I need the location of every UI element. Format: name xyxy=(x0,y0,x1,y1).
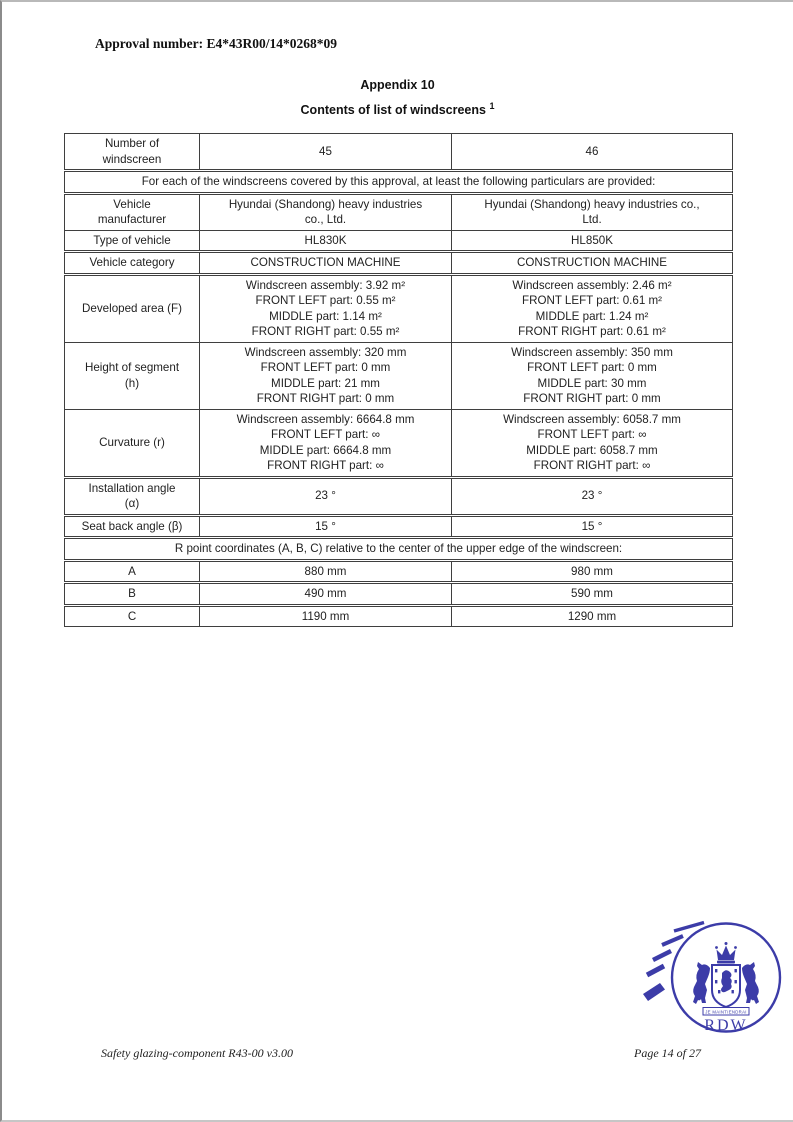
cell-windscreen-45-coordinate-c: 1190 mm xyxy=(200,606,452,627)
value-line: MIDDLE part: 6664.8 mm xyxy=(259,443,392,457)
cell-label-vehicle-category: Vehicle category xyxy=(65,253,200,274)
contents-footnote-marker: 1 xyxy=(489,101,495,111)
cell-windscreen-46-category: CONSTRUCTION MACHINE xyxy=(452,253,733,274)
cell-label-developed-area: Developed area (F) xyxy=(65,275,200,342)
rdw-wordmark: RDW xyxy=(704,1017,748,1034)
cell-windscreen-45-developed-area xyxy=(200,275,452,342)
cell-windscreen-45-type: HL830K xyxy=(200,230,452,251)
label-line: Height of segment xyxy=(84,361,180,375)
row-number-of-windscreen xyxy=(64,133,733,170)
value-line: FRONT RIGHT part: 0.55 m² xyxy=(251,325,400,339)
value-line: FRONT RIGHT part: ∞ xyxy=(533,459,651,473)
value-line: Windscreen assembly: 6664.8 mm xyxy=(236,412,415,426)
value-line: FRONT LEFT part: ∞ xyxy=(271,428,380,442)
cell-windscreen-45-manufacturer xyxy=(200,194,452,230)
cell-label-number-of-windscreen xyxy=(65,134,200,170)
footer-document-reference: Safety glazing-component R43-00 v3.00 xyxy=(101,1046,293,1060)
value-line: FRONT LEFT part: 0.55 m² xyxy=(255,294,396,308)
value-line: MIDDLE part: 21 mm xyxy=(271,376,380,390)
cell-windscreen-46-number: 46 xyxy=(452,134,733,170)
row-r-point-note xyxy=(64,538,733,560)
cell-windscreen-45-number: 45 xyxy=(200,134,452,170)
cell-label-type-of-vehicle: Type of vehicle xyxy=(65,230,200,251)
shield-lion xyxy=(721,970,732,992)
label-line: Installation angle xyxy=(88,481,176,495)
value-line: MIDDLE part: 1.14 m² xyxy=(269,309,382,323)
value-line: FRONT RIGHT part: 0.61 m² xyxy=(518,325,666,339)
cell-windscreen-46-installation-angle: 23 ° xyxy=(452,478,733,514)
value-line: Ltd. xyxy=(582,213,602,227)
cell-label-coordinate-b: B xyxy=(65,584,200,605)
value-line: Hyundai (Shandong) heavy industries co., xyxy=(484,197,700,211)
cell-windscreen-45-seat-back-angle: 15 ° xyxy=(200,516,452,537)
right-lion-icon xyxy=(742,962,759,1004)
contents-title xyxy=(2,101,793,117)
stamp-dashes xyxy=(647,923,704,976)
cell-windscreen-46-developed-area xyxy=(452,275,733,342)
row-installation-angle xyxy=(64,478,733,515)
row-coordinate-a xyxy=(64,561,733,583)
value-line: FRONT RIGHT part: 0 mm xyxy=(256,392,395,406)
label-line: (α) xyxy=(124,497,140,511)
cell-windscreen-45-category: CONSTRUCTION MACHINE xyxy=(200,253,452,274)
row-provision-note xyxy=(64,171,733,193)
value-line: Windscreen assembly: 3.92 m² xyxy=(245,278,406,292)
cell-provision-note: For each of the windscreens covered by this approval, at least the following particulars are provided: xyxy=(65,172,733,193)
cell-windscreen-45-coordinate-a: 880 mm xyxy=(200,561,452,582)
row-seat-back-angle xyxy=(64,516,733,538)
cell-label-vehicle-manufacturer xyxy=(65,194,200,230)
row-coordinate-c xyxy=(64,606,733,628)
cell-windscreen-46-seat-back-angle: 15 ° xyxy=(452,516,733,537)
label-line: windscreen xyxy=(102,152,162,166)
motto-banner xyxy=(703,1008,749,1016)
row-vehicle-category xyxy=(64,252,733,274)
value-line: MIDDLE part: 30 mm xyxy=(537,376,647,390)
cell-label-coordinate-c: C xyxy=(65,606,200,627)
row-developed-area xyxy=(65,275,733,342)
value-line: Windscreen assembly: 6058.7 mm xyxy=(503,412,681,426)
cell-windscreen-45-height xyxy=(200,342,452,409)
row-height-of-segment xyxy=(65,342,733,409)
cell-label-coordinate-a: A xyxy=(65,561,200,582)
contents-title-text: Contents of list of windscreens xyxy=(300,103,486,118)
crown-icon xyxy=(715,942,737,964)
row-vehicle-manufacturer xyxy=(65,194,733,230)
label-line: Vehicle xyxy=(113,197,151,211)
cell-windscreen-46-height xyxy=(452,342,733,409)
value-line: co., Ltd. xyxy=(304,213,347,227)
cell-r-point-note: R point coordinates (A, B, C) relative to the center of the upper edge of the windscreen: xyxy=(65,539,733,560)
value-line: MIDDLE part: 6058.7 mm xyxy=(526,443,658,457)
cell-windscreen-46-manufacturer xyxy=(452,194,733,230)
cell-label-installation-angle xyxy=(65,478,200,514)
windscreen-table xyxy=(64,133,733,627)
value-line: Hyundai (Shandong) heavy industries xyxy=(228,197,423,211)
appendix-title: Appendix 10 xyxy=(360,78,435,92)
approval-number-line: Approval number: E4*43R00/14*0268*09 xyxy=(95,36,338,51)
cell-label-seat-back-angle: Seat back angle (β) xyxy=(65,516,200,537)
value-line: FRONT LEFT part: 0 mm xyxy=(260,361,391,375)
value-line: FRONT LEFT part: 0.61 m² xyxy=(521,294,663,308)
rows-manufacturer-type xyxy=(64,194,733,252)
label-line: (h) xyxy=(124,376,140,390)
value-line: MIDDLE part: 1.24 m² xyxy=(535,309,649,323)
cell-windscreen-46-type: HL850K xyxy=(452,230,733,251)
value-line: FRONT RIGHT part: 0 mm xyxy=(523,392,661,406)
value-line: Windscreen assembly: 2.46 m² xyxy=(512,278,672,292)
motto-text: JE MAINTIENDRAI xyxy=(705,1009,747,1015)
cell-label-height-of-segment xyxy=(65,342,200,409)
label-line: Number of xyxy=(104,137,160,151)
value-line: FRONT LEFT part: 0 mm xyxy=(527,361,657,375)
cell-label-curvature: Curvature (r) xyxy=(65,409,200,476)
row-coordinate-b xyxy=(64,583,733,605)
value-line: Windscreen assembly: 320 mm xyxy=(244,345,407,359)
rows-area-height-curvature xyxy=(64,275,733,477)
shield-icon xyxy=(712,965,740,1007)
cell-windscreen-45-coordinate-b: 490 mm xyxy=(200,584,452,605)
cell-windscreen-45-curvature xyxy=(200,409,452,476)
row-curvature xyxy=(65,409,733,476)
label-line: manufacturer xyxy=(97,213,167,227)
stamp-dash-large xyxy=(643,983,665,1001)
cell-windscreen-46-coordinate-b: 590 mm xyxy=(452,584,733,605)
rdw-stamp-icon xyxy=(640,918,790,1042)
left-lion-icon xyxy=(693,962,710,1004)
value-line: FRONT LEFT part: ∞ xyxy=(537,428,647,442)
cell-windscreen-45-installation-angle: 23 ° xyxy=(200,478,452,514)
cell-windscreen-46-coordinate-c: 1290 mm xyxy=(452,606,733,627)
cell-windscreen-46-curvature xyxy=(452,409,733,476)
cell-windscreen-46-coordinate-a: 980 mm xyxy=(452,561,733,582)
footer-page-number: Page 14 of 27 xyxy=(634,1046,701,1060)
row-type-of-vehicle xyxy=(65,230,733,251)
value-line: Windscreen assembly: 350 mm xyxy=(511,345,673,359)
value-line: FRONT RIGHT part: ∞ xyxy=(267,459,384,473)
